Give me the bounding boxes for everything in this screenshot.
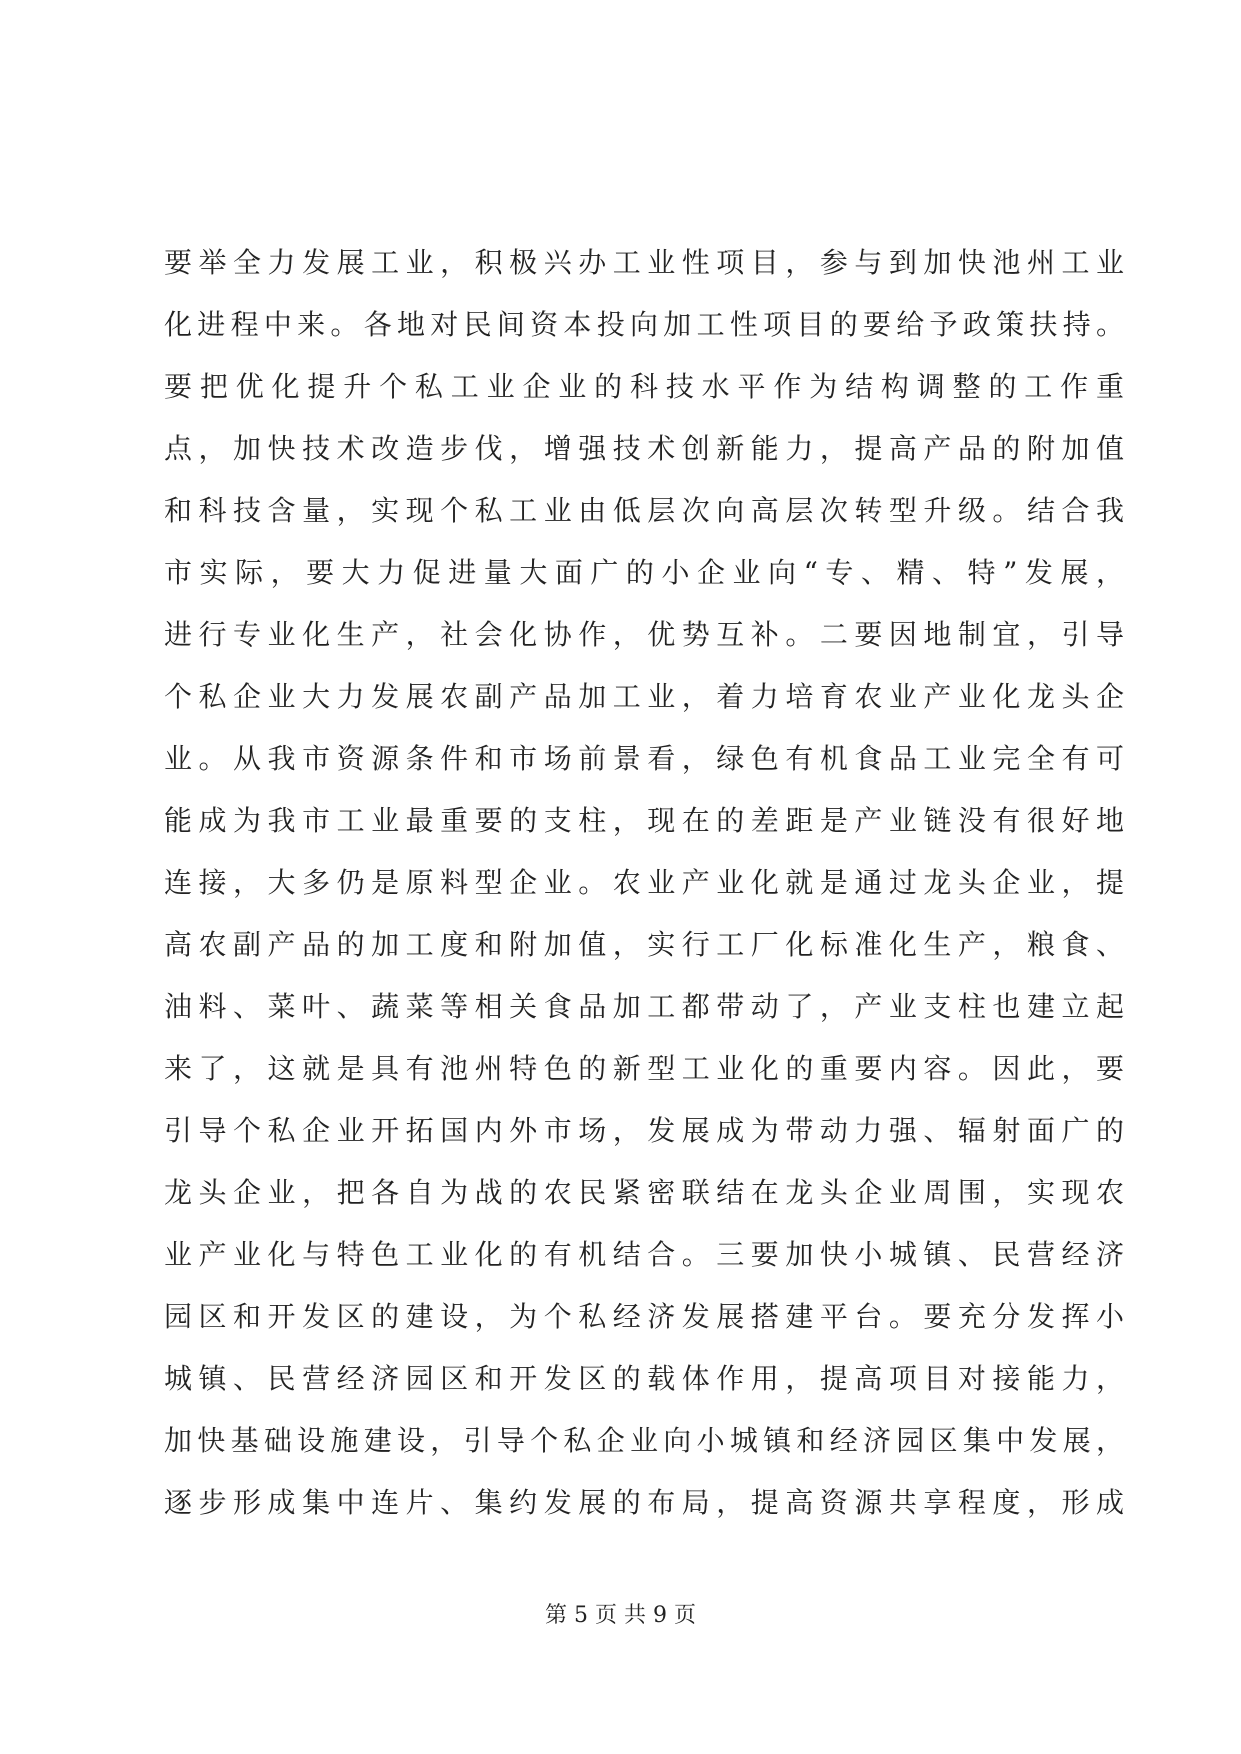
page-footer	[0, 1598, 1241, 1629]
text-line: 来了，这就是具有池州特色的新型工业化的重要内容。因此，要	[164, 1052, 1124, 1085]
text-line: 引导个私企业开拓国内外市场，发展成为带动力强、辐射面广的	[164, 1114, 1124, 1147]
text-line: 加快基础设施建设，引导个私企业向小城镇和经济园区集中发展，	[164, 1424, 1124, 1457]
text-line: 点，加快技术改造步伐，增强技术创新能力，提高产品的附加值	[164, 432, 1124, 465]
text-line: 个私企业大力发展农副产品加工业，着力培育农业产业化龙头企	[164, 680, 1124, 713]
text-line: 要把优化提升个私工业企业的科技水平作为结构调整的工作重	[164, 370, 1124, 403]
text-line: 逐步形成集中连片、集约发展的布局，提高资源共享程度，形成	[164, 1486, 1124, 1519]
text-line: 市实际，要大力促进量大面广的小企业向“专、精、特”发展，	[164, 556, 1124, 589]
text-line: 能成为我市工业最重要的支柱，现在的差距是产业链没有很好地	[164, 804, 1124, 837]
text-line: 要举全力发展工业，积极兴办工业性项目，参与到加快池州工业	[164, 246, 1124, 279]
text-line: 和科技含量，实现个私工业由低层次向高层次转型升级。结合我	[164, 494, 1124, 527]
text-line: 高农副产品的加工度和附加值，实行工厂化标准化生产，粮食、	[164, 928, 1124, 961]
text-line: 业。从我市资源条件和市场前景看，绿色有机食品工业完全有可	[164, 742, 1124, 775]
page-number-label: 第 5 页 共 9 页	[545, 1603, 696, 1628]
text-line: 龙头企业，把各自为战的农民紧密联结在龙头企业周围，实现农	[164, 1176, 1124, 1209]
text-line: 化进程中来。各地对民间资本投向加工性项目的要给予政策扶持。	[164, 308, 1124, 341]
text-line: 进行专业化生产，社会化协作，优势互补。二要因地制宜，引导	[164, 618, 1124, 651]
body-text	[164, 232, 1124, 1534]
text-line: 油料、菜叶、蔬菜等相关食品加工都带动了，产业支柱也建立起	[164, 990, 1124, 1023]
text-line: 业产业化与特色工业化的有机结合。三要加快小城镇、民营经济	[164, 1238, 1124, 1271]
text-line: 园区和开发区的建设，为个私经济发展搭建平台。要充分发挥小	[164, 1300, 1124, 1333]
text-line: 城镇、民营经济园区和开发区的载体作用，提高项目对接能力，	[164, 1362, 1124, 1395]
text-line: 连接，大多仍是原料型企业。农业产业化就是通过龙头企业，提	[164, 866, 1124, 899]
